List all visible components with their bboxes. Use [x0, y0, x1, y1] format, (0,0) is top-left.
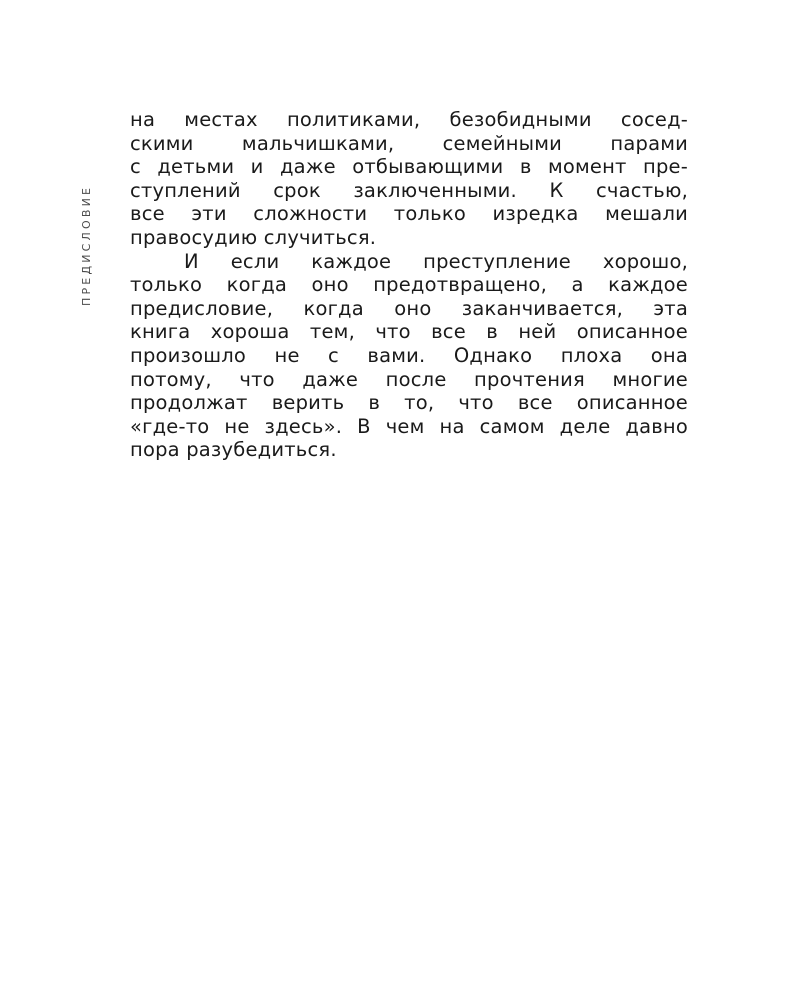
running-header: ПРЕДИСЛОВИЕ — [80, 184, 93, 306]
text-line: И если каждое преступление хорошо, — [184, 249, 688, 273]
text-line: продолжат верить в то, что все описанное — [130, 391, 688, 415]
text-line: на местах политиками, безобидными сосед- — [130, 108, 688, 131]
text-line: скими мальчишками, семейными парами — [130, 131, 688, 155]
text-line: книга хороша тем, что все в ней описанное — [130, 320, 688, 344]
text-line: произошло не с вами. Однако плоха она — [130, 343, 688, 367]
text-line: с детьми и даже отбывающими в момент пре- — [130, 155, 688, 179]
text-line: потому, что даже после прочтения многие — [130, 367, 688, 391]
text-line: пора разубедиться. — [130, 438, 337, 462]
text-line: только когда оно предотвращено, а каждое — [130, 273, 688, 297]
text-line: «где-то не здесь». В чем на самом деле давно — [130, 414, 688, 438]
text-line: ступлений срок заключенными. К счастью, — [130, 178, 688, 202]
text-line: предисловие, когда оно заканчивается, эта — [130, 296, 688, 320]
text-line: правосудию случиться. — [130, 225, 377, 249]
text-line: все эти сложности только изредка мешали — [130, 202, 688, 226]
body-text — [130, 108, 688, 462]
